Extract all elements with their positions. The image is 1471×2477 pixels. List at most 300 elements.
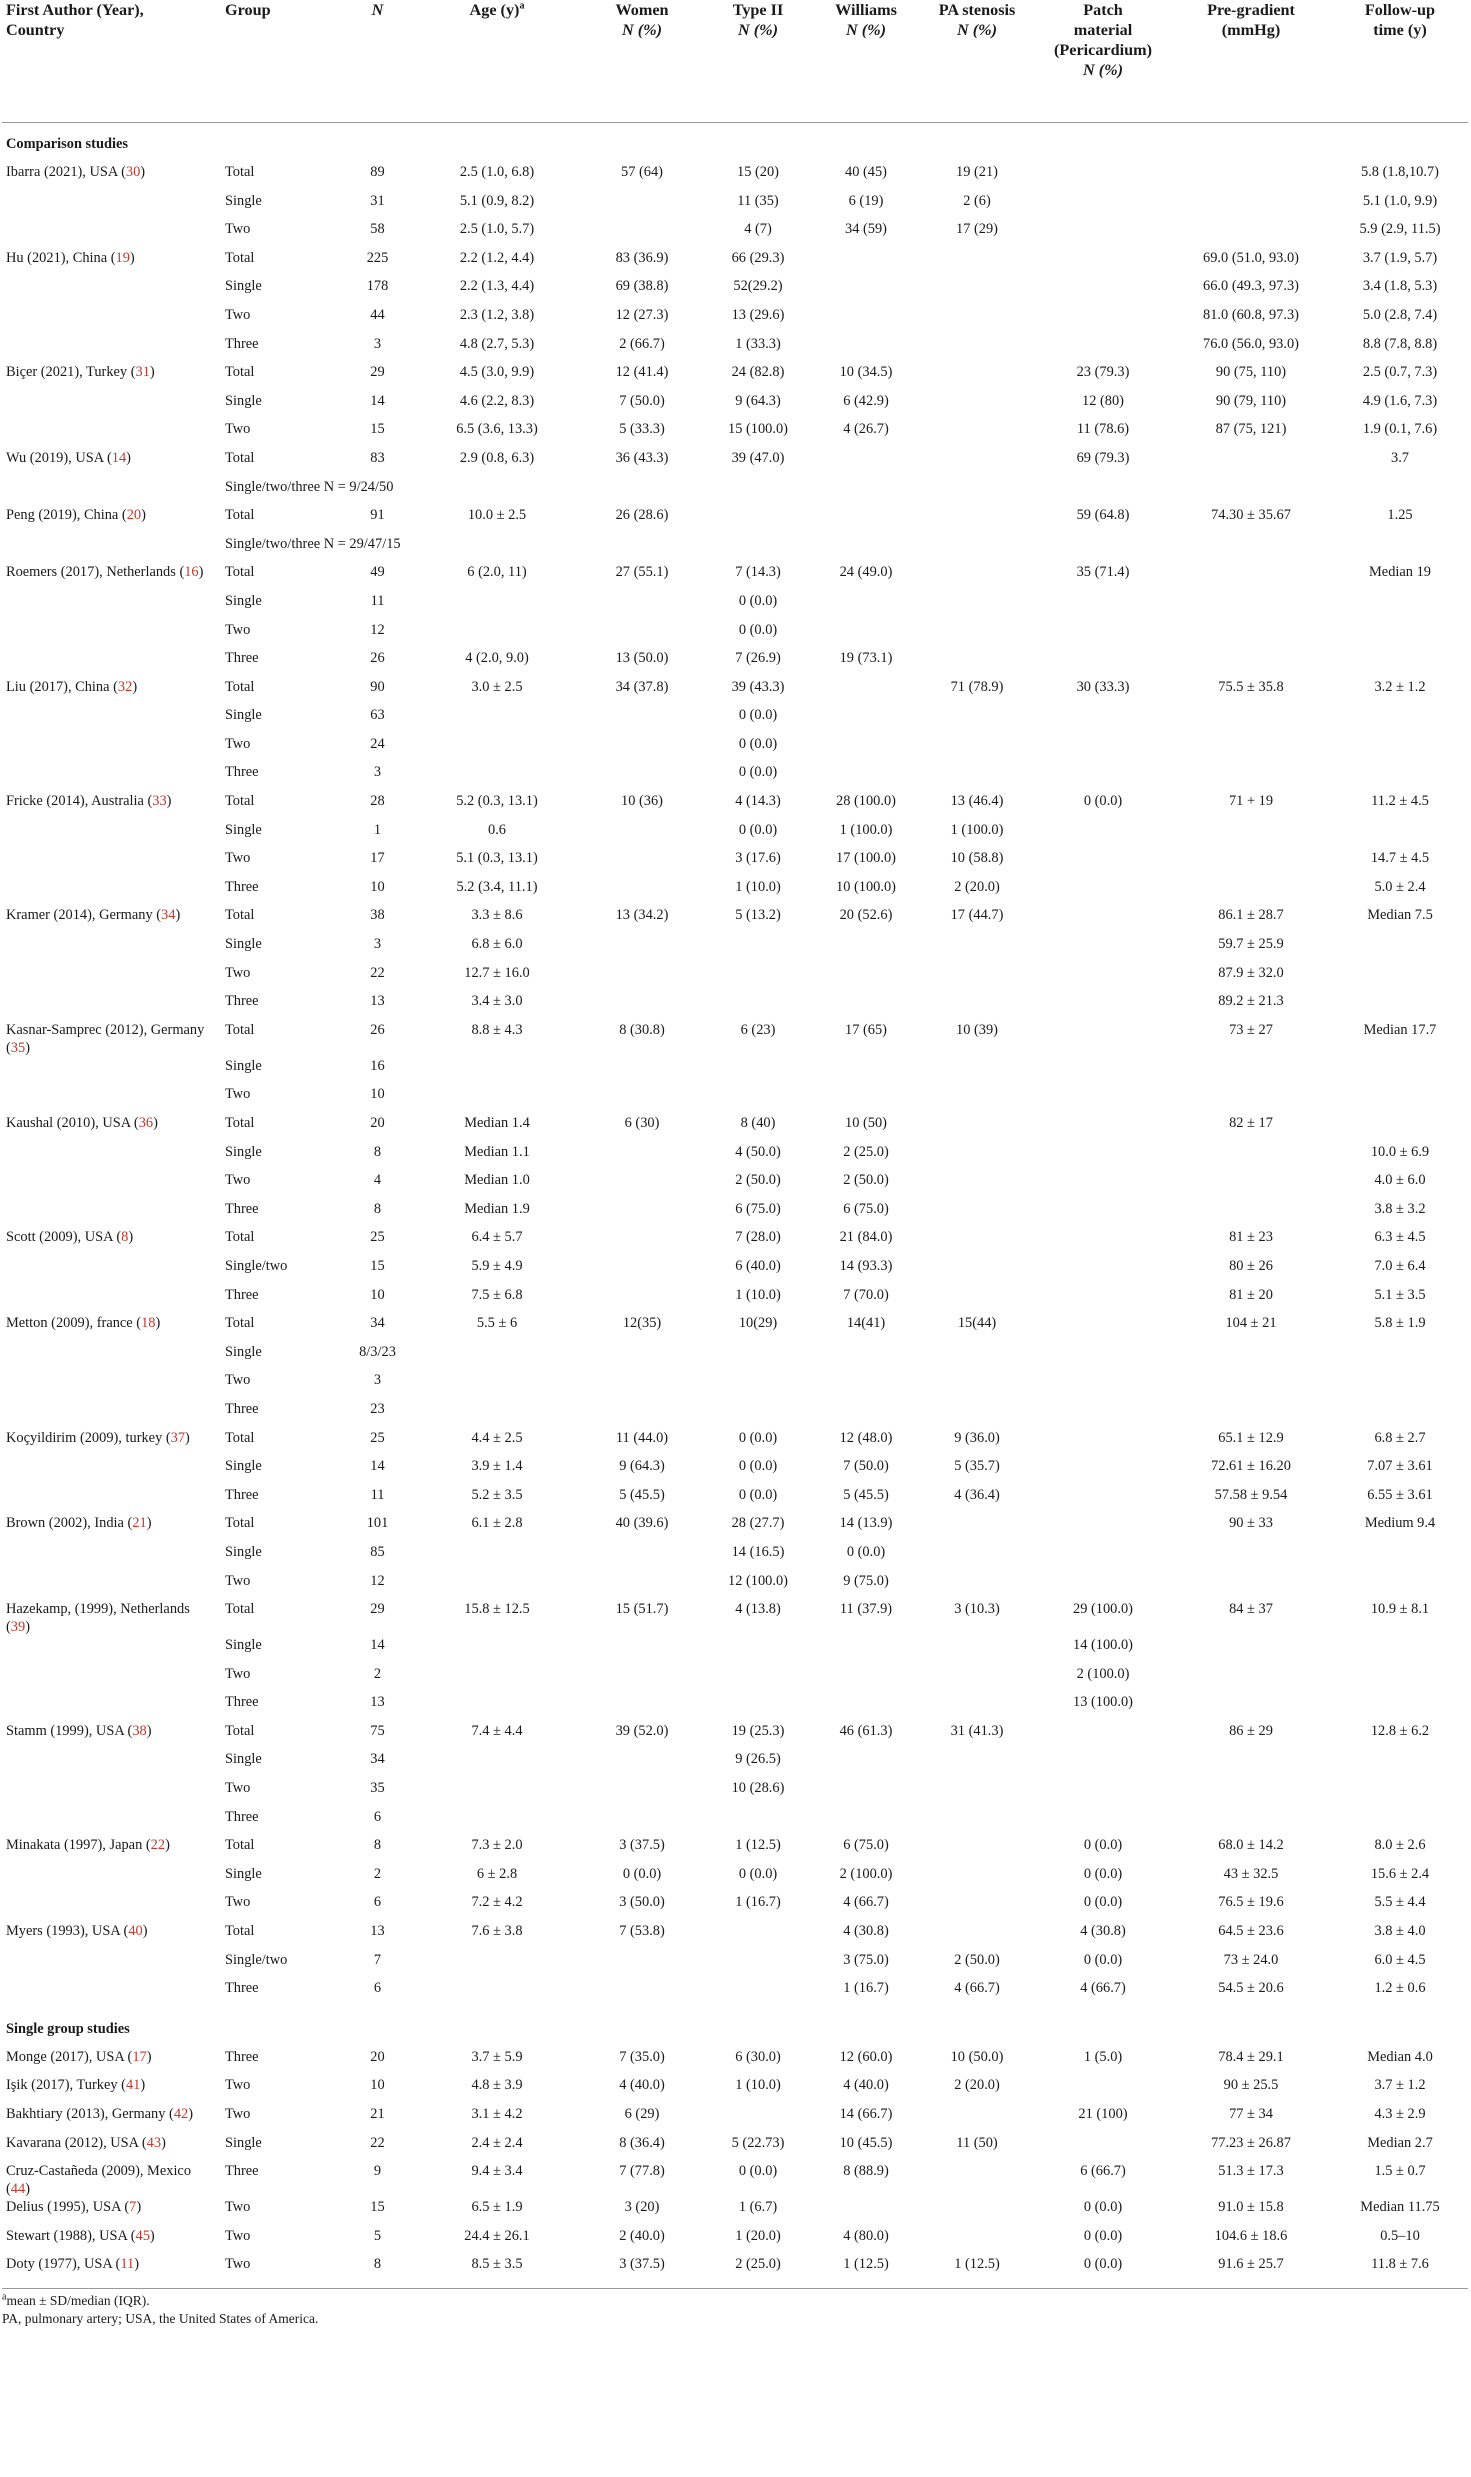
cell-patch-material — [1036, 1808, 1170, 1837]
cell-women — [582, 192, 702, 221]
reference-link[interactable]: 19 — [115, 249, 130, 266]
cell-type-ii: 1 (10.0) — [735, 878, 781, 895]
cell-n: 6 — [373, 1808, 382, 1825]
cell-n: 8 — [373, 1200, 382, 1217]
cell-williams: 6 (42.9) — [843, 392, 889, 409]
cell-n: 31 — [370, 192, 385, 209]
cell-follow-up: 1.25 — [1387, 507, 1413, 524]
reference-link[interactable]: 21 — [132, 1515, 147, 1532]
cell-williams: 17 (100.0) — [836, 850, 896, 867]
reference-link[interactable]: 30 — [125, 164, 141, 180]
reference-link[interactable]: 34 — [161, 907, 176, 924]
cell-group: Total — [225, 793, 255, 810]
cell-williams — [814, 621, 918, 650]
cell-williams: 46 (61.3) — [839, 1722, 893, 1739]
cell-patch-material — [1036, 1228, 1170, 1257]
table-row — [2, 1808, 1468, 1837]
cell-type-ii: 0 (0.0) — [738, 621, 778, 638]
cell-women — [582, 1171, 702, 1200]
cell-patch-material — [1036, 1343, 1170, 1372]
cell-patch-material: 0 (0.0) — [1083, 2227, 1123, 2244]
cell-n: 22 — [370, 964, 385, 981]
cell-pre-gradient — [1170, 1543, 1332, 1572]
cell-women: 27 (55.1) — [615, 564, 669, 581]
cell-williams: 17 (65) — [845, 1021, 887, 1038]
cell-age — [412, 1057, 582, 1086]
cell-n: 14 — [370, 392, 385, 409]
cell-n: 26 — [370, 1021, 385, 1038]
cell-women: 13 (34.2) — [615, 907, 669, 924]
cell-follow-up — [1332, 1636, 1468, 1665]
cell-study-author — [2, 592, 221, 621]
cell-type-ii: 1 (10.0) — [735, 1286, 781, 1303]
cell-patch-material — [1036, 1057, 1170, 1086]
cell-williams: 14 (13.9) — [839, 1515, 893, 1532]
cell-group: Three — [225, 1200, 259, 1217]
table-row — [2, 2162, 1468, 2198]
cell-patch-material — [1036, 1400, 1170, 1429]
table-row — [2, 621, 1468, 650]
cell-study-author: Monge (2017), USA (17) — [6, 2048, 152, 2065]
cell-patch-material — [1036, 992, 1170, 1021]
cell-age: 5.9 ± 4.9 — [471, 1257, 523, 1274]
cell-women: 6 (30) — [624, 1115, 660, 1131]
cell-patch-material — [1036, 249, 1170, 278]
cell-follow-up — [1332, 1400, 1468, 1429]
cell-williams — [814, 249, 918, 278]
cell-williams: 12 (60.0) — [839, 2048, 893, 2065]
cell-group: Total — [225, 1837, 255, 1854]
cell-patch-material: 13 (100.0) — [1073, 1694, 1133, 1711]
cell-williams: 4 (26.7) — [843, 421, 889, 438]
cell-group: Total — [225, 1722, 255, 1739]
cell-type-ii: 0 (0.0) — [738, 707, 778, 724]
cell-women: 3 (37.5) — [619, 1837, 665, 1854]
cell-group: Three — [225, 650, 259, 667]
cell-study-author — [2, 1951, 221, 1980]
footnotes — [2, 2292, 1468, 2328]
cell-group: Single — [225, 1143, 262, 1160]
reference-link[interactable]: 43 — [146, 2134, 162, 2151]
table-row — [2, 1636, 1468, 1665]
cell-study-author — [2, 1200, 221, 1229]
cell-pa-stenosis — [918, 649, 1036, 678]
cell-type-ii: 8 (40) — [740, 1115, 776, 1131]
cell-williams — [814, 992, 918, 1021]
cell-pa-stenosis — [918, 306, 1036, 335]
cell-n: 21 — [370, 2106, 385, 2122]
cell-age — [412, 1693, 582, 1722]
cell-n: 83 — [370, 449, 385, 466]
reference-link[interactable]: 35 — [10, 1039, 26, 1056]
table-row — [2, 2255, 1468, 2284]
table-row — [2, 1893, 1468, 1922]
cell-age: 6 (2.0, 11) — [467, 564, 527, 581]
cell-study-author: Fricke (2014), Australia (33) — [6, 793, 172, 810]
cell-women: 7 (77.8) — [619, 2163, 665, 2180]
cell-pre-gradient: 90 ± 25.5 — [1223, 2077, 1279, 2094]
cell-williams: 4 (80.0) — [843, 2227, 889, 2244]
cell-women — [582, 1057, 702, 1086]
cell-women: 11 (44.0) — [615, 1429, 669, 1446]
cell-study-author — [2, 420, 221, 449]
table-row — [2, 935, 1468, 964]
cell-study-author: Myers (1993), USA (40) — [6, 1923, 148, 1940]
cell-age — [412, 1343, 582, 1372]
cell-type-ii: 1 (6.7) — [738, 2199, 778, 2216]
cell-patch-material: 30 (33.3) — [1076, 678, 1130, 695]
cell-follow-up — [1332, 735, 1468, 764]
cell-study-author: Bakhtiary (2013), Germany (42) — [6, 2106, 194, 2122]
cell-group: Two — [225, 1372, 251, 1389]
reference-link[interactable]: 11 — [120, 2256, 135, 2273]
cell-type-ii: 6 (30.0) — [735, 2048, 781, 2065]
cell-study-author — [2, 1808, 221, 1837]
cell-women: 40 (39.6) — [615, 1515, 669, 1532]
cell-women — [582, 220, 702, 249]
cell-pa-stenosis: 2 (20.0) — [954, 878, 1000, 895]
cell-study-author: Kaushal (2010), USA (36) — [6, 1115, 158, 1131]
reference-link[interactable]: 31 — [135, 364, 150, 381]
cell-study-author — [2, 1693, 221, 1722]
cell-n: 13 — [370, 1923, 385, 1940]
cell-follow-up — [1332, 1371, 1468, 1400]
cell-pa-stenosis — [918, 1200, 1036, 1229]
reference-link[interactable]: 22 — [150, 1837, 166, 1854]
cell-pre-gradient — [1170, 192, 1332, 221]
cell-study-author — [2, 1893, 221, 1922]
reference-link[interactable]: 7 — [129, 2199, 137, 2216]
cell-study-author: Hazekamp, (1999), Netherlands (39) — [6, 1601, 190, 1636]
cell-n: 9 — [373, 2163, 382, 2180]
reference-link[interactable]: 16 — [184, 564, 199, 581]
cell-women — [582, 935, 702, 964]
cell-age: 2.9 (0.8, 6.3) — [459, 449, 535, 466]
cell-type-ii: 1 (33.3) — [735, 335, 781, 352]
cell-williams: 10 (100.0) — [836, 878, 896, 895]
reference-link[interactable]: 42 — [173, 2106, 189, 2122]
cell-women: 39 (52.0) — [615, 1722, 669, 1739]
cell-type-ii: 39 (47.0) — [731, 449, 785, 466]
reference-link[interactable]: 40 — [128, 1923, 143, 1940]
cell-women — [582, 1400, 702, 1429]
table-row — [2, 249, 1468, 278]
cell-pa-stenosis: 71 (78.9) — [950, 678, 1004, 695]
cell-patch-material — [1036, 906, 1170, 935]
cell-group: Total — [225, 678, 255, 695]
cell-patch-material — [1036, 1514, 1170, 1543]
cell-patch-material — [1036, 535, 1170, 564]
cell-follow-up — [1332, 649, 1468, 678]
cell-n: 34 — [370, 1315, 385, 1332]
cell-williams — [814, 1750, 918, 1779]
cell-follow-up — [1332, 1057, 1468, 1086]
cell-type-ii: 6 (75.0) — [735, 1200, 781, 1217]
cell-age: 7.4 ± 4.4 — [471, 1722, 523, 1739]
reference-link[interactable]: 44 — [10, 2181, 26, 2198]
cell-pa-stenosis: 17 (44.7) — [950, 907, 1004, 924]
cell-pa-stenosis: 13 (46.4) — [950, 793, 1004, 810]
cell-type-ii — [702, 1057, 814, 1086]
cell-n: 44 — [370, 306, 385, 323]
cell-study-author — [2, 1143, 221, 1172]
cell-follow-up: 8.0 ± 2.6 — [1374, 1837, 1426, 1854]
cell-williams — [814, 1400, 918, 1429]
cell-n: 13 — [370, 993, 385, 1010]
cell-study-author: Peng (2019), China (20) — [6, 507, 146, 524]
cell-women — [582, 706, 702, 735]
reference-link[interactable]: 14 — [111, 449, 127, 466]
cell-women: 57 (64) — [621, 164, 663, 180]
cell-women: 83 (36.9) — [615, 249, 669, 266]
cell-study-author — [2, 1779, 221, 1808]
table-row — [2, 277, 1468, 306]
cell-women: 13 (50.0) — [615, 650, 669, 667]
cell-pre-gradient: 51.3 ± 17.3 — [1218, 2163, 1284, 2180]
cell-n: 12 — [370, 1572, 385, 1589]
cell-n: 14 — [370, 1458, 385, 1475]
cell-pre-gradient — [1170, 621, 1332, 650]
table-row — [2, 1486, 1468, 1515]
cell-pa-stenosis — [918, 1636, 1036, 1665]
cell-study-author — [2, 335, 221, 364]
cell-n: 26 — [370, 650, 385, 667]
cell-age: 4.8 ± 3.9 — [471, 2077, 523, 2094]
cell-n: 12 — [370, 621, 385, 638]
cell-williams — [814, 1085, 918, 1114]
cell-type-ii: 19 (25.3) — [731, 1722, 785, 1739]
cell-pre-gradient — [1170, 706, 1332, 735]
table-row — [2, 1665, 1468, 1694]
cell-williams: 9 (75.0) — [843, 1572, 889, 1589]
cell-type-ii — [702, 1979, 814, 2008]
section-header-row — [2, 2008, 1468, 2048]
cell-patch-material — [1036, 1143, 1170, 1172]
cell-patch-material — [1036, 592, 1170, 621]
cell-williams: 0 (0.0) — [846, 1543, 886, 1560]
cell-follow-up — [1332, 1085, 1468, 1114]
cell-williams: 1 (16.7) — [843, 1980, 889, 1997]
reference-link[interactable]: 18 — [141, 1315, 156, 1332]
cell-williams: 4 (40.0) — [843, 2077, 889, 2094]
header-pre-gradient: Pre-gradient (mmHg) — [1207, 1, 1295, 39]
cell-follow-up: 11.2 ± 4.5 — [1371, 793, 1429, 810]
cell-pa-stenosis — [918, 1779, 1036, 1808]
cell-type-ii: 7 (14.3) — [735, 564, 781, 581]
cell-pa-stenosis — [918, 1114, 1036, 1143]
cell-age — [412, 763, 582, 792]
cell-pa-stenosis — [918, 1750, 1036, 1779]
reference-link[interactable]: 8 — [121, 1229, 129, 1246]
cell-patch-material — [1036, 192, 1170, 221]
cell-follow-up: 3.8 ± 3.2 — [1374, 1200, 1426, 1217]
cell-type-ii: 5 (22.73) — [731, 2134, 785, 2151]
reference-link[interactable]: 17 — [132, 2048, 147, 2065]
cell-type-ii — [702, 478, 814, 507]
table-row — [2, 992, 1468, 1021]
cell-n: 28 — [370, 793, 385, 810]
cell-follow-up: 6.3 ± 4.5 — [1374, 1229, 1426, 1246]
cell-follow-up — [1332, 763, 1468, 792]
cell-pa-stenosis: 3 (10.3) — [954, 1601, 1000, 1618]
cell-study-author — [2, 306, 221, 335]
cell-n: 178 — [366, 278, 389, 295]
cell-group: Total — [225, 564, 255, 581]
cell-type-ii: 4 (14.3) — [735, 793, 781, 810]
cell-study-author — [2, 763, 221, 792]
cell-pre-gradient — [1170, 592, 1332, 621]
cell-follow-up: 11.8 ± 7.6 — [1371, 2256, 1429, 2273]
cell-follow-up: 3.8 ± 4.0 — [1374, 1923, 1426, 1940]
cell-follow-up: 1.5 ± 0.7 — [1374, 2163, 1426, 2180]
cell-women — [582, 1085, 702, 1114]
cell-pa-stenosis — [918, 1693, 1036, 1722]
cell-patch-material: 35 (71.4) — [1076, 564, 1130, 581]
cell-follow-up: Median 11.75 — [1360, 2199, 1440, 2216]
cell-group: Single — [225, 392, 262, 409]
table-row — [2, 1057, 1468, 1086]
cell-type-ii — [702, 1400, 814, 1429]
cell-follow-up: Median 17.7 — [1363, 1021, 1437, 1038]
reference-link[interactable]: 20 — [126, 507, 142, 524]
cell-age: 6.4 ± 5.7 — [471, 1229, 523, 1246]
cell-type-ii: 39 (43.3) — [731, 678, 785, 695]
cell-pa-stenosis — [918, 1085, 1036, 1114]
cell-pre-gradient — [1170, 763, 1332, 792]
cell-patch-material — [1036, 1200, 1170, 1229]
cell-pre-gradient — [1170, 1665, 1332, 1694]
cell-patch-material: 12 (80) — [1082, 392, 1124, 409]
cell-women — [582, 992, 702, 1021]
cell-patch-material — [1036, 1572, 1170, 1601]
cell-women: 7 (50.0) — [619, 392, 665, 409]
cell-williams — [814, 1371, 918, 1400]
cell-patch-material — [1036, 849, 1170, 878]
cell-age: 7.6 ± 3.8 — [471, 1923, 523, 1940]
cell-n: 15 — [370, 421, 385, 438]
cell-pre-gradient: 89.2 ± 21.3 — [1218, 993, 1284, 1010]
cell-follow-up — [1332, 621, 1468, 650]
reference-link[interactable]: 39 — [10, 1619, 26, 1636]
cell-women: 15 (51.7) — [615, 1601, 669, 1618]
cell-patch-material — [1036, 277, 1170, 306]
cell-age: 4.4 ± 2.5 — [471, 1429, 523, 1446]
cell-women — [582, 535, 702, 564]
cell-pa-stenosis — [918, 392, 1036, 421]
cell-williams: 2 (25.0) — [843, 1143, 889, 1160]
table-row — [2, 163, 1468, 192]
cell-follow-up: 3.2 ± 1.2 — [1374, 678, 1426, 695]
cell-pa-stenosis — [918, 1257, 1036, 1286]
cell-age — [412, 706, 582, 735]
cell-group: Two — [225, 1780, 251, 1797]
cell-follow-up: 14.7 ± 4.5 — [1370, 850, 1430, 867]
cell-pre-gradient: 73 ± 24.0 — [1223, 1951, 1279, 1968]
cell-women: 12 (27.3) — [615, 306, 669, 323]
cell-women — [582, 1286, 702, 1315]
cell-group: Single/two/three N = 29/47/15 — [225, 535, 401, 552]
cell-women: 3 (37.5) — [619, 2256, 665, 2273]
cell-follow-up: 5.1 ± 3.5 — [1374, 1286, 1426, 1303]
cell-group: Single — [225, 278, 262, 295]
cell-age: 4.5 (3.0, 9.9) — [459, 364, 535, 381]
cell-study-author — [2, 964, 221, 993]
reference-link[interactable]: 32 — [117, 678, 133, 695]
cell-age: 5.2 ± 3.5 — [471, 1486, 523, 1503]
cell-women — [582, 1143, 702, 1172]
cell-williams — [814, 935, 918, 964]
cell-pa-stenosis: 9 (36.0) — [954, 1429, 1000, 1446]
cell-type-ii: 7 (28.0) — [735, 1229, 781, 1246]
cell-williams — [814, 1057, 918, 1086]
cell-follow-up: 5.8 ± 1.9 — [1374, 1315, 1426, 1332]
cell-pa-stenosis — [918, 1572, 1036, 1601]
cell-group: Three — [225, 1286, 259, 1303]
cell-group: Single — [225, 1751, 262, 1768]
cell-patch-material — [1036, 1750, 1170, 1779]
cell-age — [412, 1808, 582, 1837]
cell-williams: 12 (48.0) — [839, 1429, 893, 1446]
cell-study-author: Stewart (1988), USA (45) — [6, 2227, 155, 2244]
cell-group: Single — [225, 1057, 262, 1074]
table-row — [2, 2227, 1468, 2256]
cell-study-author: Stamm (1999), USA (38) — [6, 1722, 152, 1739]
cell-pa-stenosis — [918, 1893, 1036, 1922]
table-row — [2, 1693, 1468, 1722]
reference-link[interactable]: 36 — [138, 1115, 154, 1131]
cell-age — [412, 1779, 582, 1808]
reference-link[interactable]: 41 — [125, 2077, 141, 2094]
cell-patch-material — [1036, 478, 1170, 507]
cell-age: 0.6 — [488, 821, 506, 838]
table-row — [2, 792, 1468, 821]
cell-women: 26 (28.6) — [615, 507, 669, 524]
cell-patch-material: 0 (0.0) — [1083, 1837, 1123, 1854]
reference-link[interactable]: 38 — [132, 1722, 147, 1739]
reference-link[interactable]: 45 — [135, 2227, 150, 2244]
cell-patch-material — [1036, 1722, 1170, 1751]
cell-pre-gradient: 104 ± 21 — [1225, 1315, 1277, 1332]
cell-type-ii: 4 (7) — [744, 221, 772, 238]
reference-link[interactable]: 37 — [170, 1429, 186, 1446]
cell-pa-stenosis: 1 (12.5) — [954, 2256, 1000, 2273]
cell-pa-stenosis — [918, 706, 1036, 735]
cell-pre-gradient: 72.61 ± 16.20 — [1211, 1458, 1291, 1475]
cell-type-ii — [702, 992, 814, 1021]
table-row — [2, 906, 1468, 935]
cell-follow-up: 10.9 ± 8.1 — [1370, 1601, 1430, 1618]
cell-williams: 1 (12.5) — [843, 2256, 889, 2273]
cell-study-author — [2, 1572, 221, 1601]
cell-group: Three — [225, 2048, 259, 2065]
cell-women: 36 (43.3) — [615, 449, 669, 466]
cell-patch-material: 23 (79.3) — [1076, 364, 1130, 381]
cell-pa-stenosis — [918, 420, 1036, 449]
cell-pre-gradient: 66.0 (49.3, 97.3) — [1203, 278, 1299, 295]
table-row — [2, 535, 1468, 564]
cell-patch-material — [1036, 964, 1170, 993]
cell-pre-gradient: 75.5 ± 35.8 — [1218, 678, 1284, 695]
table-row — [2, 1779, 1468, 1808]
cell-group: Two — [225, 2199, 251, 2216]
cell-women: 6 (29) — [624, 2106, 660, 2122]
cell-women — [582, 1665, 702, 1694]
cell-williams — [814, 449, 918, 478]
cell-pre-gradient — [1170, 1636, 1332, 1665]
reference-link[interactable]: 33 — [152, 793, 167, 810]
cell-study-author: Ibarra (2021), USA (30) — [6, 164, 146, 180]
cell-williams: 14 (93.3) — [839, 1257, 893, 1274]
